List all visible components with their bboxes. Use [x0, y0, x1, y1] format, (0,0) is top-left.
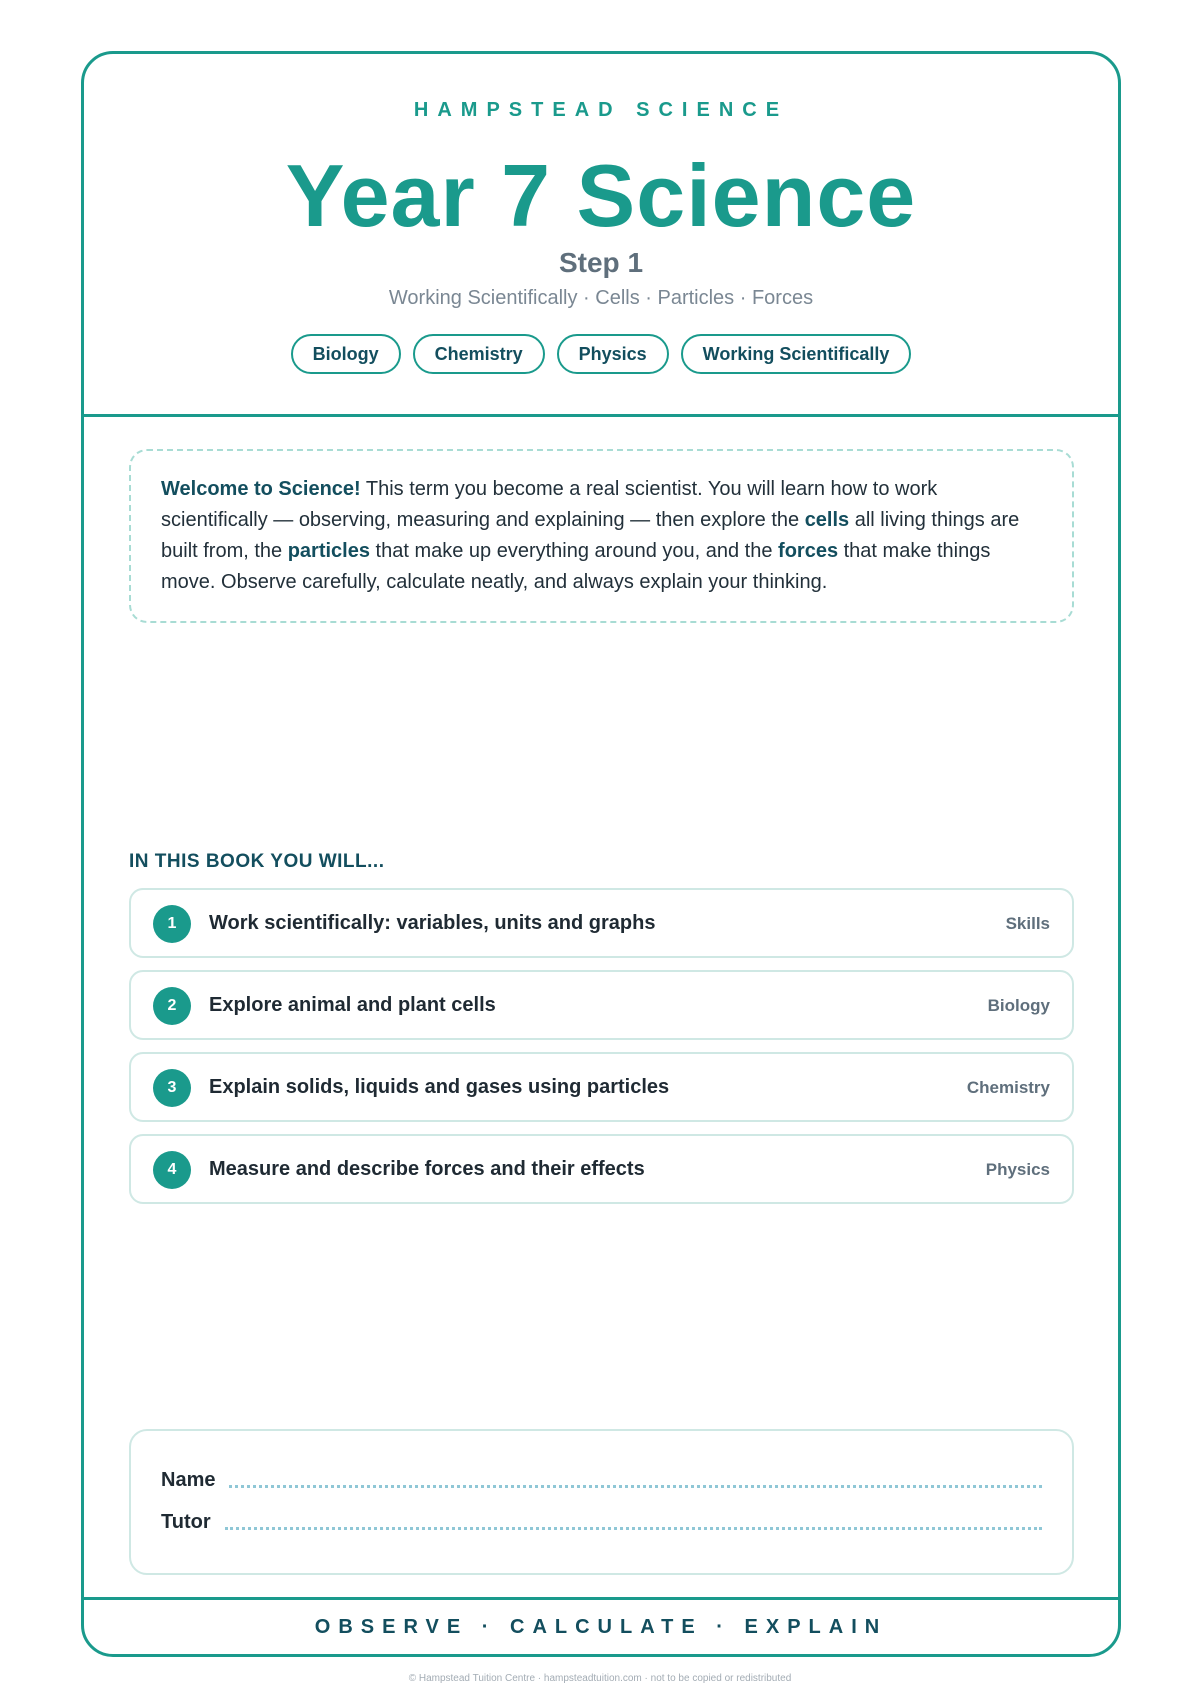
copyright-notice: © Hampstead Tuition Centre · hampsteadtuition.com · not to be copied or redistributed — [408, 1673, 792, 1684]
name-field — [161, 1469, 1042, 1492]
welcome-box — [129, 449, 1074, 623]
welcome-text-1: This term you become a real scientist. You will learn how to work scientifically — observing, measuring and explaining — then explore the — [161, 478, 938, 531]
goal-text: Explore animal and plant cells — [209, 994, 496, 1016]
subject-tags — [84, 334, 1118, 374]
tag-working-scientifically: Working Scientifically — [681, 334, 912, 374]
tutor-write-line[interactable] — [225, 1527, 1042, 1530]
welcome-text-2: all living things are built from, the — [161, 509, 1020, 562]
name-label: Name — [161, 1469, 216, 1491]
tutor-label: Tutor — [161, 1511, 211, 1533]
goals-list — [129, 888, 1074, 1216]
goal-item — [129, 970, 1074, 1040]
tutor-field — [161, 1511, 1042, 1534]
topics-line: Working Scientifically · Cells · Particles · Forces — [388, 287, 814, 309]
goal-subject: Biology — [987, 996, 1050, 1015]
goal-number-badge: 1 — [153, 905, 191, 943]
cover-header — [84, 54, 1118, 417]
book-title: Year 7 Science — [285, 146, 917, 245]
student-details-box — [129, 1429, 1074, 1575]
keyword-forces: forces — [778, 540, 839, 562]
tag-chemistry: Chemistry — [413, 334, 545, 374]
goal-number-badge: 2 — [153, 987, 191, 1025]
goal-item — [129, 1134, 1074, 1204]
welcome-lead: Welcome to Science! — [161, 478, 361, 500]
goal-item — [129, 888, 1074, 958]
motto-band: OBSERVE · CALCULATE · EXPLAIN — [84, 1597, 1118, 1654]
goal-number-badge: 4 — [153, 1151, 191, 1189]
goal-text: Explain solids, liquids and gases using particles — [209, 1076, 670, 1098]
keyword-particles: particles — [287, 540, 370, 562]
goal-text: Work scientifically: variables, units and graphs — [209, 912, 656, 934]
goal-subject: Physics — [985, 1160, 1050, 1179]
goal-text: Measure and describe forces and their effects — [209, 1158, 645, 1180]
step-label: Step 1 — [558, 247, 644, 278]
name-write-line[interactable] — [229, 1485, 1042, 1488]
goals-heading: IN THIS BOOK YOU WILL... — [129, 851, 385, 872]
cover-frame — [81, 51, 1121, 1657]
keyword-cells: cells — [804, 509, 850, 531]
welcome-text-3: that make up everything around you, and the — [369, 540, 779, 562]
goal-number-badge: 3 — [153, 1069, 191, 1107]
tag-physics: Physics — [557, 334, 669, 374]
goal-subject: Chemistry — [966, 1078, 1050, 1097]
welcome-text-4: that make things move. Observe carefully, calculate neatly, and always explain your thinking. — [161, 540, 991, 593]
brand-name: HAMPSTEAD SCIENCE — [413, 99, 789, 121]
tag-biology: Biology — [291, 334, 401, 374]
goal-item — [129, 1052, 1074, 1122]
goal-subject: Skills — [1005, 914, 1050, 933]
